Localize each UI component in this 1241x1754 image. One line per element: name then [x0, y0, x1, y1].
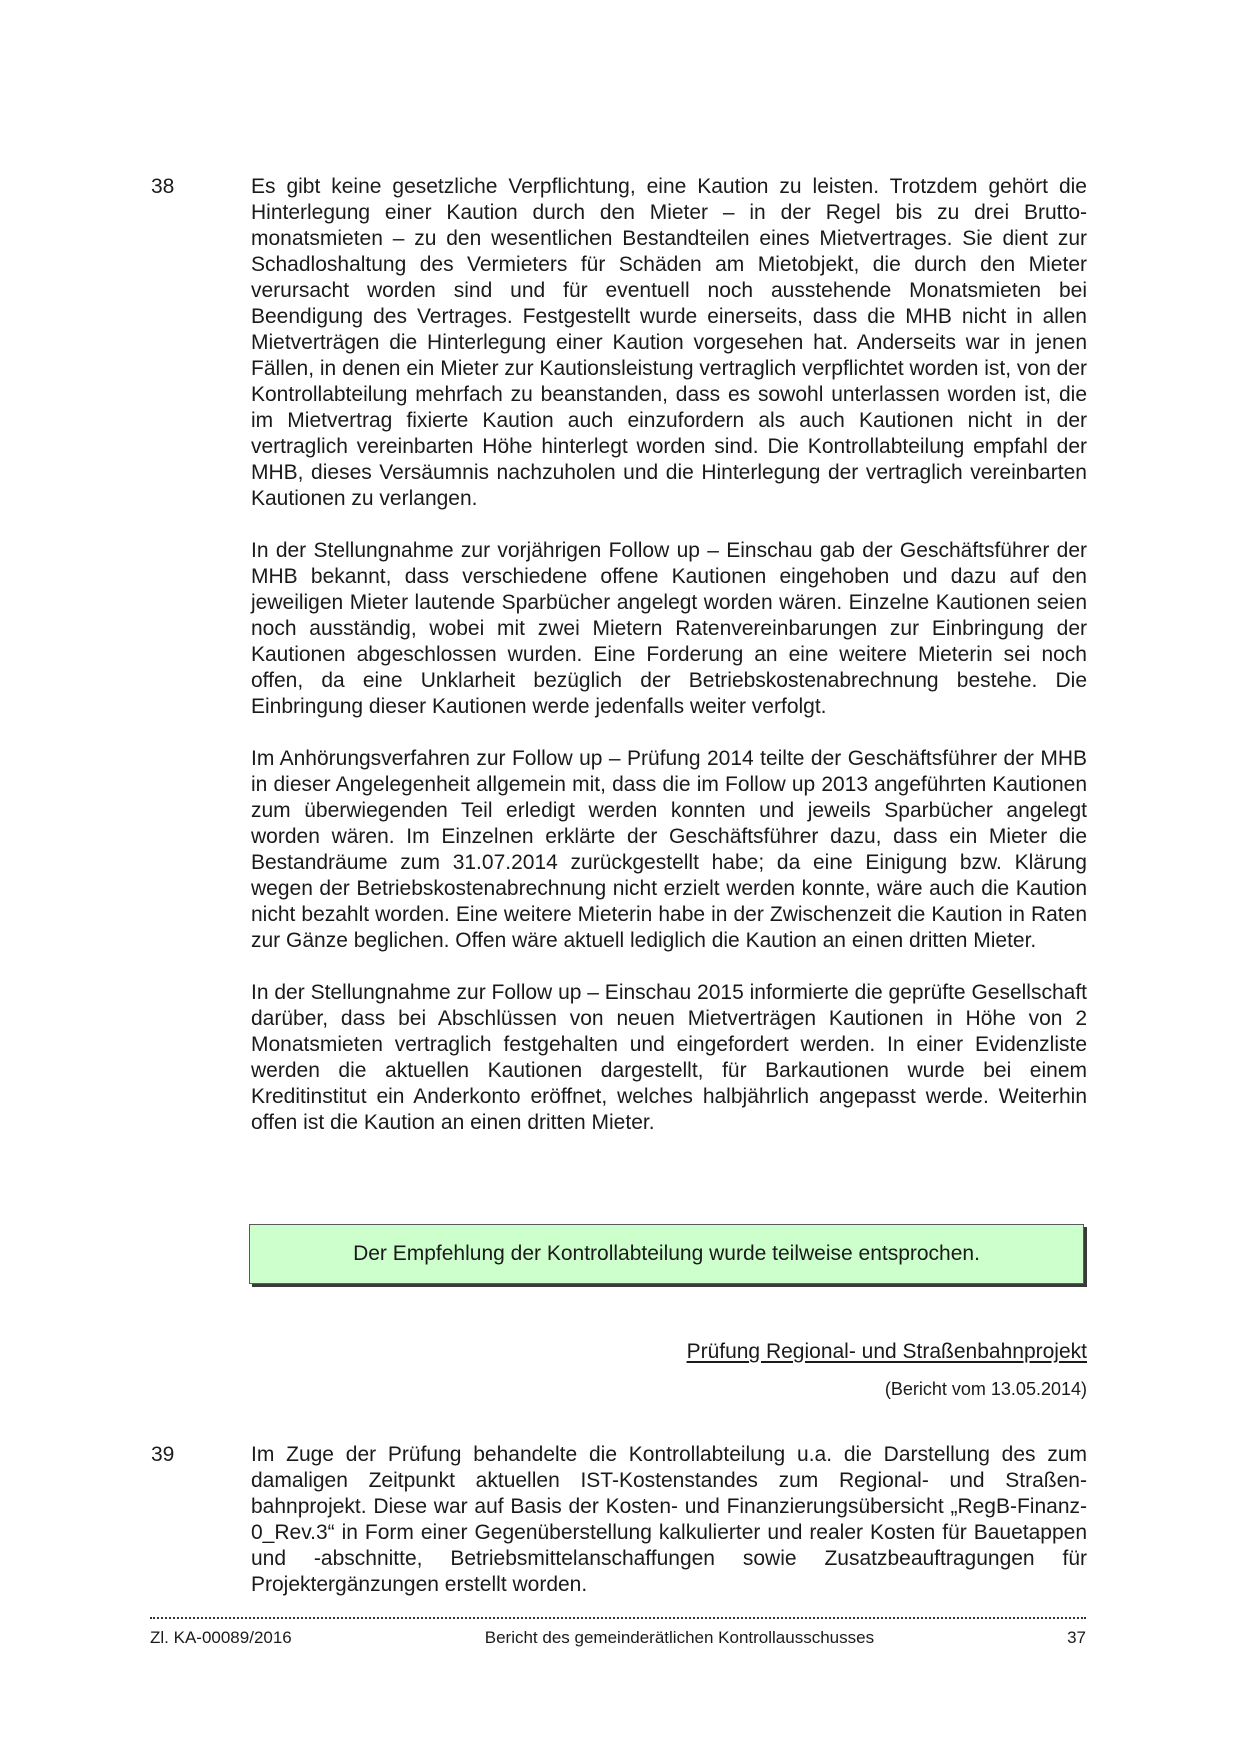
result-text: Der Empfehlung der Kontrollabteilung wurde teilweise entsprochen. [353, 1242, 980, 1265]
footer-reference: Zl. KA-00089/2016 [150, 1628, 292, 1647]
paragraph-5: Im Zuge der Prüfung behandelte die Kontrollabteilung u.a. die Darstellung des zum damaligen Zeitpunkt aktuellen IST-Kostenstandes zum Regional- und Straßenbahnprojekt. Diese war auf Basis der Kosten- und Finanzierungsübersicht „RegB-Finanz-0_Rev.3“ in Form einer Gegenüberstellung kalkulierter und realer Kosten für Bauetappen und -abschnitte, Betriebsmittelanschaffungen sowie Zusatzbeauftragungen für Projektergänzungen erstellt worden. [251, 1443, 1087, 1596]
paragraph-number-38: 38 [151, 175, 175, 198]
page-number: 37 [1067, 1628, 1086, 1647]
section-heading: Prüfung Regional- und Straßenbahnprojekt [686, 1340, 1087, 1363]
footer-title: Bericht des gemeinderätlichen Kontrollausschusses [484, 1628, 875, 1647]
paragraph-number-39: 39 [151, 1443, 175, 1466]
page-footer [150, 1628, 1086, 1648]
paragraph-2: In der Stellungnahme zur vorjährigen Follow up – Einschau gab der Geschäftsführer der MHB bekannt, dass verschiedene offene Kautionen eingehoben und dazu auf den jeweiligen Mieter lautende Sparbücher angelegt worden wären. Einzelne Kautionen seien noch ausständig, wobei mit zwei Mietern Ratenvereinbarungen zur Einbringung der Kautionen abgeschlossen wurden. Eine Forderung an eine weitere Mieterin sei noch offen, da eine Unklarheit bezüglich der Betriebskostenabrechnung bestehe. Die Einbringung dieser Kautionen werde jedenfalls weiter verfolgt. [251, 539, 1087, 718]
paragraph-3: Im Anhörungsverfahren zur Follow up – Prüfung 2014 teilte der Geschäftsführer der MHB in dieser Angelegenheit allgemein mit, dass die im Follow up 2013 angeführten Kautionen zum überwiegenden Teil erledigt werden konnten und jeweils Sparbücher angelegt worden wären. Im Einzelnen erklärte der Geschäftsführer dazu, dass ein Mieter die Bestandräume zum 31.07.2014 zurückgestellt habe; da eine Einigung bzw. Klärung wegen der Betriebskostenabrechnung nicht erzielt werden konnte, wäre auch die Kaution nicht bezahlt worden. Eine weitere Mieterin habe in der Zwischenzeit die Kaution in Raten zur Gänze beglichen. Offen wäre aktuell lediglich die Kaution an einen dritten Mieter. [251, 747, 1087, 952]
paragraph-4: In der Stellungnahme zur Follow up – Einschau 2015 informierte die geprüfte Gesellschaft darüber, dass bei Abschlüssen von neuen Mietverträgen Kautionen in Höhe von 2 Monatsmieten vertraglich festgehalten und eingefordert werden. In einer Evidenzliste werden die aktuellen Kautionen dargestellt, für Barkautionen wurde bei einem Kreditinstitut ein Anderkonto eröffnet, welches halbjährlich angepasst werde. Weiterhin offen ist die Kaution an einen dritten Mieter. [251, 981, 1087, 1134]
paragraph-1: Es gibt keine gesetzliche Verpflichtung, eine Kaution zu leisten. Trotzdem gehört die Hinterlegung einer Kaution durch den Mieter – in der Regel bis zu drei Bruttomonatsmieten – zu den wesentlichen Bestandteilen eines Mietvertrages. Sie dient zur Schadloshaltung des Vermieters für Schäden am Mietobjekt, die durch den Mieter verursacht worden sind und für eventuell noch ausstehende Monatsmieten bei Beendigung des Vertrages. Festgestellt wurde einerseits, dass die MHB nicht in allen Mietverträgen die Hinterlegung einer Kaution vorgesehen hat. Anderseits war in jenen Fällen, in denen ein Mieter zur Kautionsleistung vertraglich verpflichtet worden ist, von der Kontrollabteilung mehrfach zu beanstanden, dass es sowohl unterlassen worden ist, die im Mietvertrag fixierte Kaution auch einzufordern als auch Kautionen nicht in der vertraglich vereinbarten Höhe hinterlegt worden sind. Die Kontrollabteilung empfahl der MHB, dieses Versäumnis nachzuholen und die Hinterlegung der vertraglich vereinbarten Kautionen zu verlangen. [251, 175, 1087, 510]
report-date: (Bericht vom 13.05.2014) [884, 1379, 1087, 1399]
footer-divider [150, 1617, 1086, 1619]
section-38-body [251, 174, 1087, 1136]
section-39-body [251, 1442, 1087, 1598]
result-box [249, 1224, 1084, 1284]
